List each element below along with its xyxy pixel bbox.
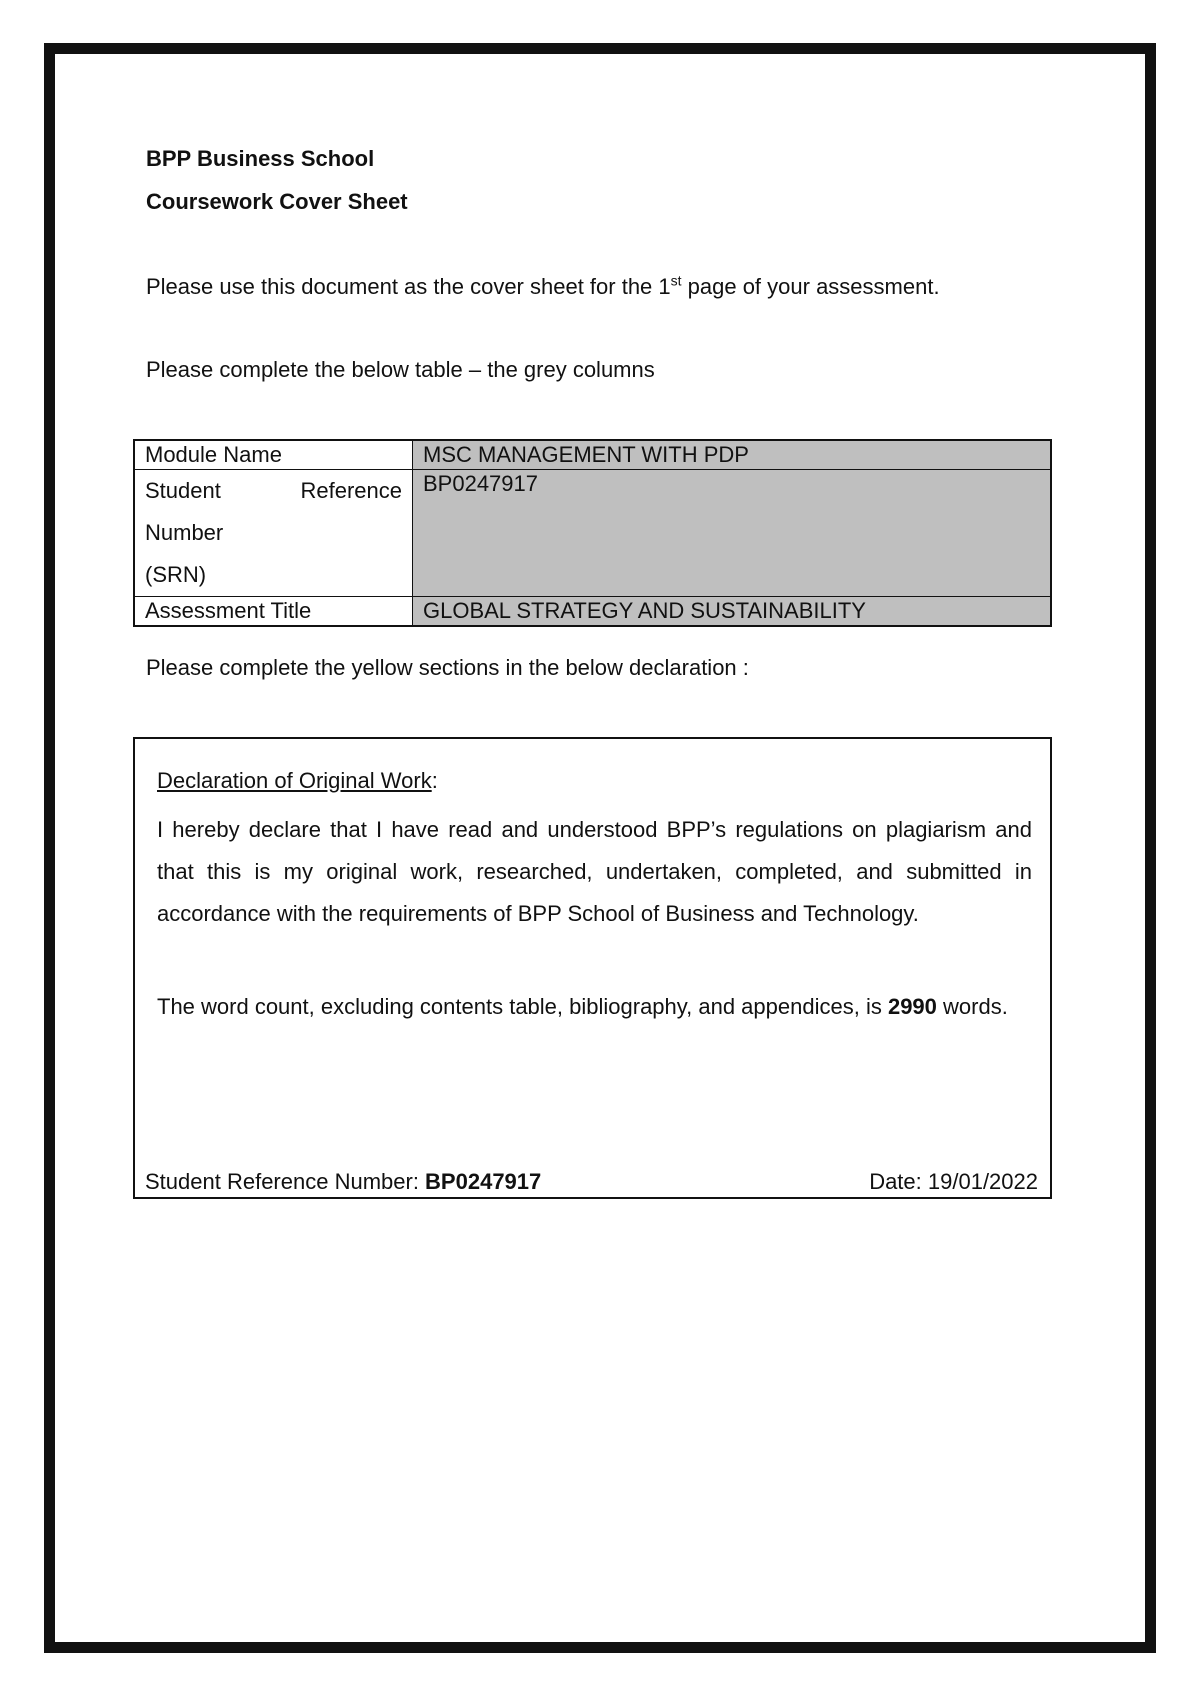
srn-value[interactable]: BP0247917: [413, 470, 1052, 597]
instruction-cover-sheet: [146, 273, 940, 301]
school-name: BPP Business School: [146, 146, 375, 171]
srn-label-line1: [145, 470, 402, 512]
module-name-label: Module Name: [134, 440, 413, 470]
instruction-table: Please complete the below table – the grey columns: [146, 357, 655, 382]
declaration-heading-colon: :: [431, 768, 438, 793]
instruction-cover-text-start: Please use this document as the cover sheet for the 1: [146, 274, 671, 299]
instruction-declaration: Please complete the yellow sections in the below declaration :: [146, 655, 749, 680]
declaration-statement: I hereby declare that I have read and understood BPP’s regulations on plagiarism and that this is my original work, researched, undertaken, completed, and submitted in accordance with the requirements of BPP School of Business and Technology.: [157, 817, 1032, 926]
footer-date-label: Date:: [869, 1169, 928, 1194]
assessment-title-value[interactable]: GLOBAL STRATEGY AND SUSTAINABILITY: [413, 597, 1052, 627]
word-count-value[interactable]: 2990: [887, 994, 937, 1019]
srn-label-line2: Number: [145, 520, 224, 545]
assessment-title-label: Assessment Title: [134, 597, 413, 627]
declaration-box: [133, 737, 1052, 1199]
table-row-module: [134, 440, 1051, 470]
srn-label-word-reference: Reference: [300, 478, 402, 503]
footer-date: [869, 1168, 1038, 1196]
table-row-srn: [134, 470, 1051, 597]
declaration-heading-text: Declaration of Original Work: [157, 768, 432, 793]
srn-label-line3: (SRN): [145, 562, 207, 587]
footer-srn: [145, 1168, 541, 1196]
module-name-value[interactable]: MSC MANAGEMENT WITH PDP: [413, 440, 1052, 470]
declaration-footer: [145, 1168, 1038, 1196]
table-row-title: [134, 597, 1051, 627]
footer-srn-value[interactable]: BP0247917: [425, 1169, 542, 1194]
word-count-text-start: The word count, excluding contents table, bibliography, and appendices, is: [157, 994, 888, 1019]
srn-label: [134, 470, 413, 597]
instruction-cover-superscript: st: [670, 272, 682, 289]
instruction-cover-text-end: page of your assessment.: [681, 274, 940, 299]
srn-label-word-student: Student: [145, 478, 221, 503]
word-count-text-end: words.: [936, 994, 1008, 1019]
footer-srn-label: Student Reference Number:: [145, 1169, 426, 1194]
word-count-statement: [157, 986, 1037, 1028]
details-table: [133, 439, 1052, 627]
footer-date-value[interactable]: 19/01/2022: [927, 1169, 1038, 1194]
sheet-title: Coursework Cover Sheet: [146, 189, 408, 214]
declaration-heading: [157, 767, 438, 795]
